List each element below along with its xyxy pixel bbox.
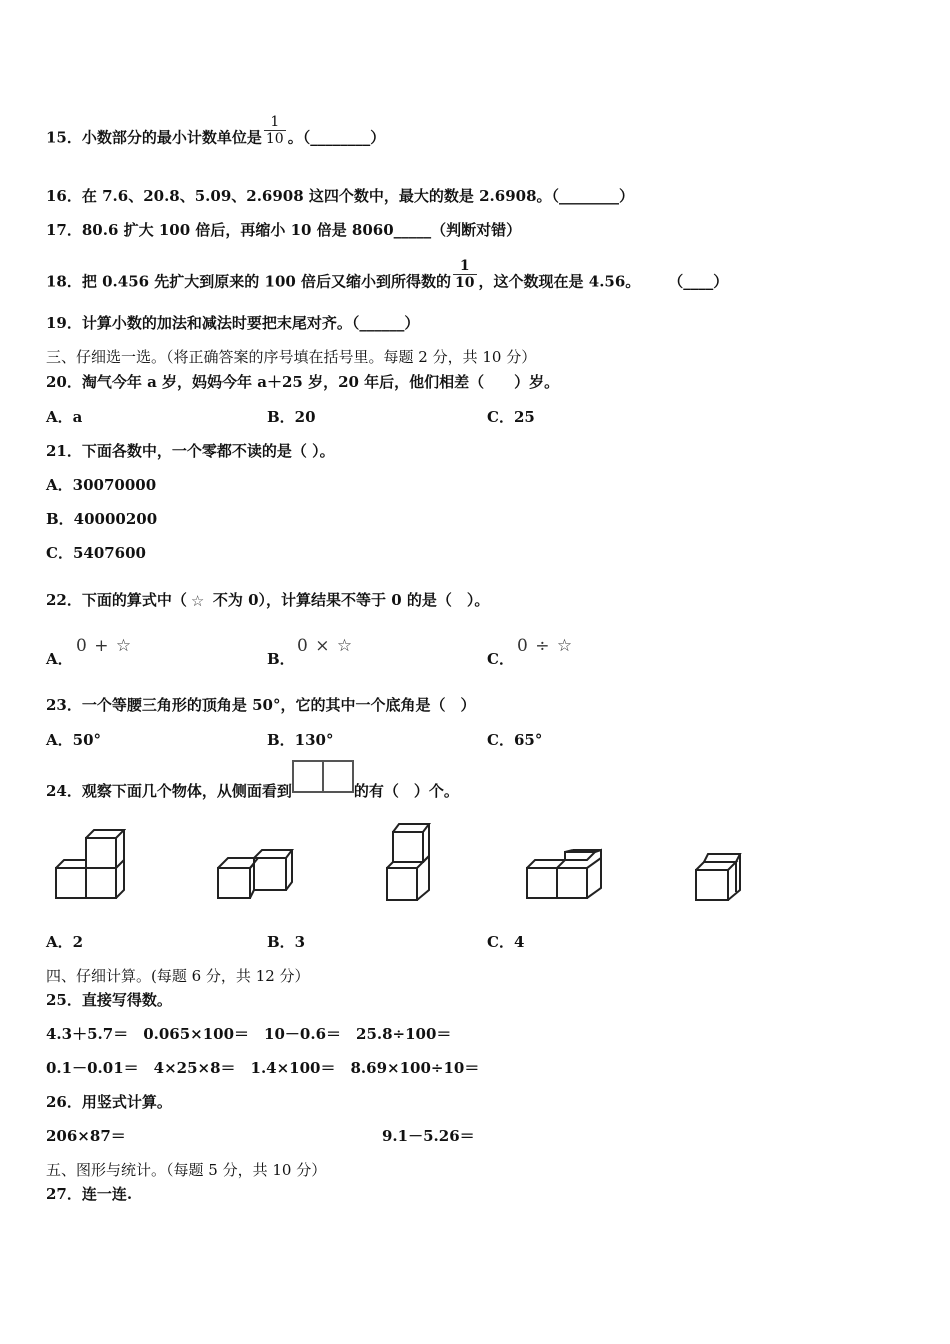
q24-before: 24．观察下面几个物体，从侧面看到	[46, 782, 292, 800]
cube-figure-3	[383, 820, 435, 904]
q18-before: 18．把 0.456 先扩大到原来的 100 倍后又缩小到所得数的	[46, 272, 452, 291]
section-5-heading: 五、图形与统计。（每题 5 分，共 10 分）	[46, 1161, 327, 1179]
q21-option-b[interactable]: B．40000200	[46, 510, 158, 528]
q24-after: 的有（ ）个。	[353, 782, 459, 800]
q18-after: ，这个数现在是 4.56。	[478, 272, 641, 291]
question-17: 17．80.6 扩大 100 倍后，再缩小 10 倍是 8060_____（判断对错）	[46, 221, 522, 239]
question-21: 21．下面各数中，一个零都不读的是（ ）。	[46, 442, 335, 460]
q15-frac-num: 1	[270, 114, 280, 130]
q26-left: 206×87＝	[46, 1127, 126, 1145]
cube-figure-1	[52, 826, 126, 902]
q23-option-b[interactable]: B．130°	[267, 731, 334, 749]
question-18	[46, 258, 729, 299]
question-26: 26．用竖式计算。	[46, 1093, 172, 1111]
q24-option-c[interactable]: C．4	[487, 933, 525, 951]
q15-after: 。（________）	[287, 128, 386, 147]
q22-option-b-label[interactable]: B．	[267, 650, 295, 668]
q22-option-c-formula: 0 ÷ ☆	[517, 636, 574, 656]
question-25: 25．直接写得数。	[46, 991, 172, 1009]
q20-option-b[interactable]: B．20	[267, 408, 316, 426]
question-23: 23．一个等腰三角形的顶角是 50°，它的其中一个底角是（ ）	[46, 696, 476, 714]
q24-option-b[interactable]: B．3	[267, 933, 306, 951]
question-15	[46, 114, 386, 155]
cube-figure-2	[214, 848, 294, 902]
question-24	[46, 776, 459, 801]
q15-fraction	[264, 114, 286, 147]
q18-frac-num: 1	[459, 258, 470, 274]
question-22	[46, 590, 489, 610]
q18-blank: （____）	[668, 272, 729, 291]
question-19: 19．计算小数的加法和减法时要把末尾对齐。（______）	[46, 314, 420, 332]
q22-option-a-label[interactable]: A．	[46, 650, 73, 668]
q22-option-a-formula: 0 + ☆	[76, 636, 133, 656]
q24-side-view-wrap	[292, 776, 354, 796]
q25-row-2: 0.1－0.01＝ 4×25×8＝ 1.4×100＝ 8.69×100÷10＝	[46, 1059, 480, 1077]
q22-option-b-formula: 0 × ☆	[297, 636, 354, 656]
q22-after: 不为 0），计算结果不等于 0 的是（ ）。	[212, 591, 490, 609]
q22-before: 22．下面的算式中（	[46, 591, 187, 609]
q21-option-a[interactable]: A．30070000	[46, 476, 157, 494]
q15-text: 小数部分的最小计数单位是	[81, 128, 262, 147]
q18-frac-den: 10	[455, 275, 475, 291]
q26-right: 9.1－5.26＝	[382, 1127, 475, 1145]
cube-figure-5	[692, 850, 744, 904]
q15-frac-den: 10	[265, 131, 284, 147]
q23-option-a[interactable]: A．50°	[46, 731, 102, 749]
question-20: 20．淘气今年 a 岁，妈妈今年 a＋25 岁，20 年后，他们相差（ ）岁。	[46, 373, 560, 391]
star-icon: ☆	[190, 592, 205, 610]
q25-row-1: 4.3＋5.7＝ 0.065×100＝ 10－0.6＝ 25.8÷100＝	[46, 1025, 452, 1043]
question-16: 16．在 7.6、20.8、5.09、2.6908 这四个数中，最大的数是 2.6908。（________）	[46, 187, 635, 205]
q22-option-c-label[interactable]: C．	[487, 650, 514, 668]
q15-number: 15．	[46, 128, 82, 147]
question-27: 27．连一连.	[46, 1185, 133, 1203]
q23-option-c[interactable]: C．65°	[487, 731, 543, 749]
q21-option-c[interactable]: C．5407600	[46, 544, 146, 562]
section-4-heading: 四、仔细计算。(每题 6 分，共 12 分）	[46, 967, 310, 985]
section-3-heading: 三、仔细选一选。（将正确答案的序号填在括号里。每题 2 分，共 10 分）	[46, 348, 537, 366]
q24-option-a[interactable]: A．2	[46, 933, 84, 951]
q18-fraction	[453, 258, 476, 291]
q20-option-a[interactable]: A．a	[46, 408, 83, 426]
q20-option-c[interactable]: C．25	[487, 408, 535, 426]
side-view-figure	[292, 760, 354, 794]
cube-figure-4	[523, 848, 605, 902]
